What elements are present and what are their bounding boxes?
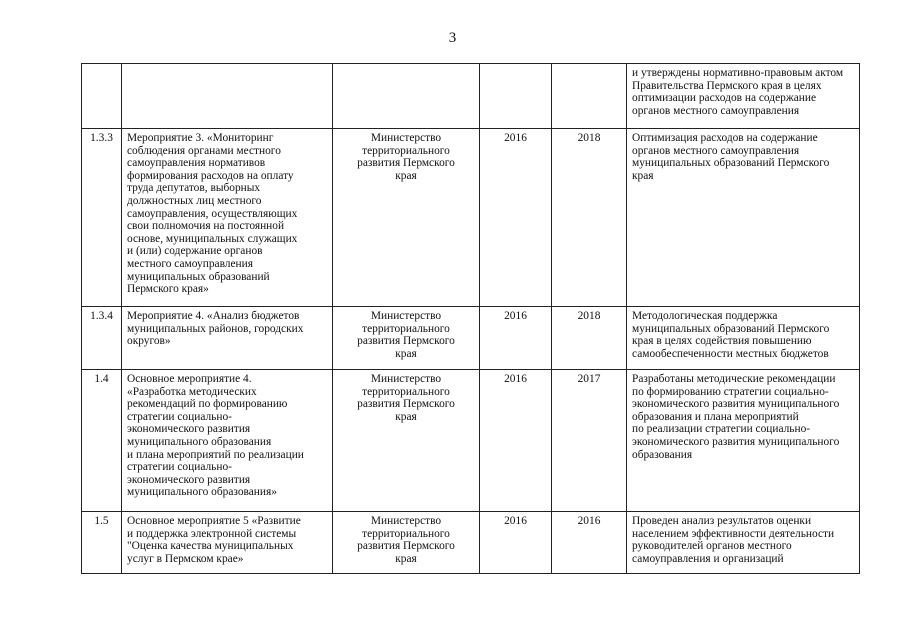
expected-result: Разработаны методические рекомендации по формированию стратегии социально- экономического развития муниципального образования и плана мероприятий по реализации стратегии социально- экономического развития муниципального образования — [627, 370, 860, 512]
start-year — [480, 64, 552, 129]
expected-result: Методологическая поддержка муниципальных образований Пермского края в целях содействия повышению самообеспеченности местных бюджетов — [627, 307, 860, 370]
start-year: 2016 — [480, 307, 552, 370]
end-year: 2018 — [552, 129, 627, 307]
expected-result: Проведен анализ результатов оценки населением эффективности деятельности руководителей органов местного самоуправления и организаций — [627, 512, 860, 574]
end-year: 2018 — [552, 307, 627, 370]
expected-result: и утверждены нормативно-правовым актом Правительства Пермского края в целях оптимизации расходов на содержание органов местного самоуправления — [627, 64, 860, 129]
row-number: 1.3.4 — [82, 307, 122, 370]
measure-name: Мероприятие 4. «Анализ бюджетов муниципальных районов, городских округов» — [122, 307, 333, 370]
row-number: 1.5 — [82, 512, 122, 574]
row-number: 1.3.3 — [82, 129, 122, 307]
executor: Министерство территориального развития Пермского края — [333, 512, 480, 574]
measure-name: Мероприятие 3. «Мониторинг соблюдения органами местного самоуправления нормативов формирования расходов на оплату труда депутатов, выборных должностных лиц местного самоуправления, осуществляющих свои полномочия на постоянной основе, муниципальных служащих и (или) содержание органов местного самоуправления муниципальных образований Пермского края» — [122, 129, 333, 307]
measure-name — [122, 64, 333, 129]
table-row — [82, 307, 860, 370]
executor: Министерство территориального развития Пермского края — [333, 370, 480, 512]
table-row — [82, 512, 860, 574]
measures-table — [81, 63, 860, 574]
expected-result: Оптимизация расходов на содержание органов местного самоуправления муниципальных образований Пермского края — [627, 129, 860, 307]
start-year: 2016 — [480, 370, 552, 512]
table-row — [82, 64, 860, 129]
table-row — [82, 370, 860, 512]
measure-name: Основное мероприятие 4. «Разработка методических рекомендаций по формированию стратегии социально- экономического развития муниципального образования и плана мероприятий по реализации стратегии социально- экономического развития муниципального образования» — [122, 370, 333, 512]
row-number: 1.4 — [82, 370, 122, 512]
page-number: 3 — [448, 30, 457, 46]
executor: Министерство территориального развития Пермского края — [333, 129, 480, 307]
measure-name: Основное мероприятие 5 «Развитие и поддержка электронной системы "Оценка качества муниципальных услуг в Пермском крае» — [122, 512, 333, 574]
end-year — [552, 64, 627, 129]
row-number — [82, 64, 122, 129]
start-year: 2016 — [480, 512, 552, 574]
end-year: 2016 — [552, 512, 627, 574]
executor: Министерство территориального развития Пермского края — [333, 307, 480, 370]
executor — [333, 64, 480, 129]
table-row — [82, 129, 860, 307]
end-year: 2017 — [552, 370, 627, 512]
start-year: 2016 — [480, 129, 552, 307]
